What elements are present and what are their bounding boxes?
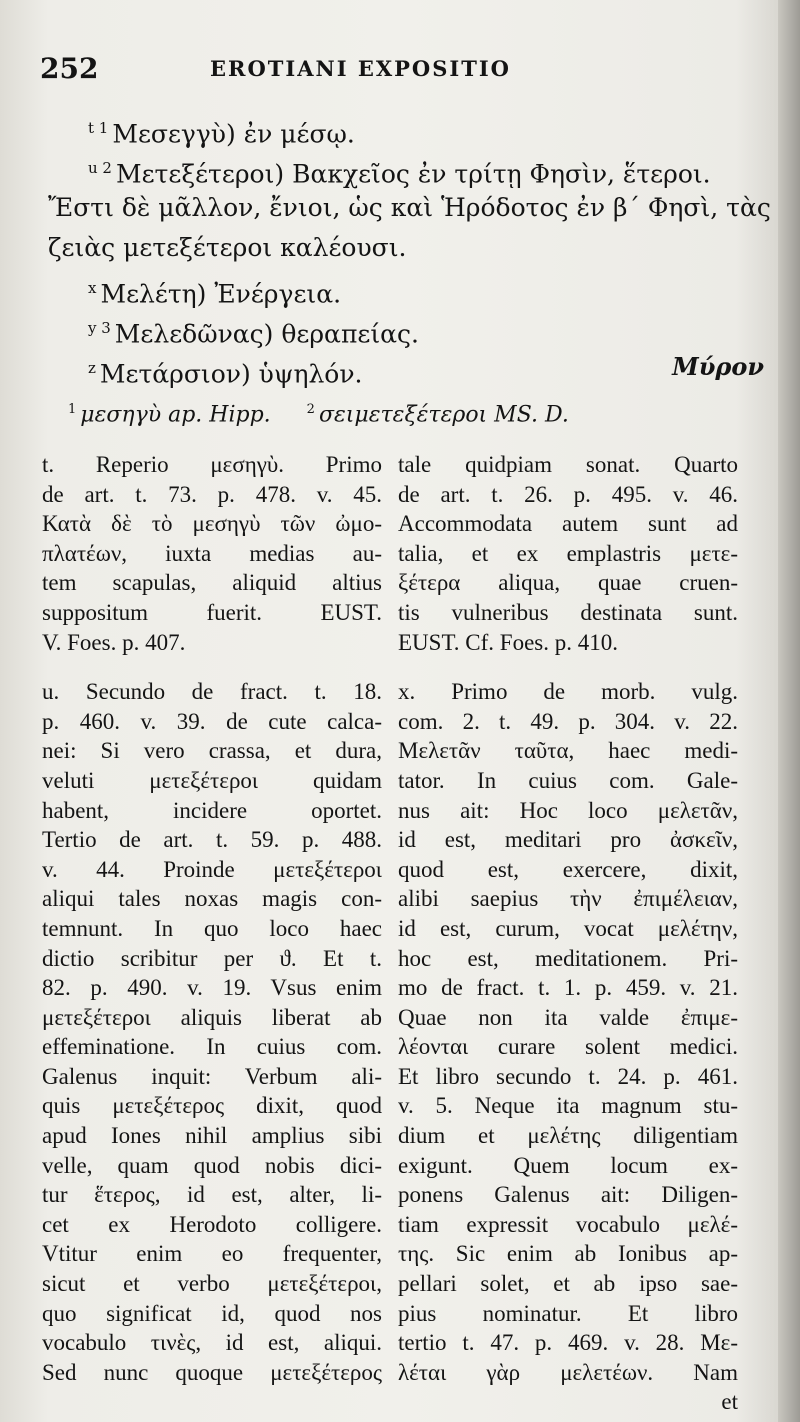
- text-line: tator. In cuius com. Gale-: [398, 767, 738, 793]
- text-line: sicut et verbo μετεξέτεροι,: [42, 1271, 382, 1297]
- text-line: dictio scribitur per ϑ. Et t.: [42, 945, 382, 971]
- note-marker: y 3: [88, 319, 111, 337]
- text-line: mo de fract. t. 1. p. 459. v. 21.: [398, 975, 738, 1001]
- text-line: tiam expressit vocabulo μελέ-: [398, 1211, 738, 1237]
- gloss-text: ζειὰς μετεξέτεροι καλέουσι.: [48, 233, 407, 262]
- text-line: λέονται curare solent medici.: [398, 1034, 738, 1060]
- gloss-entries: [48, 108, 771, 389]
- text-line: λέται γὰρ μελετέων. Nam: [398, 1359, 738, 1385]
- gloss-entry: [48, 268, 760, 308]
- note-marker: z: [88, 359, 96, 377]
- text-line: nus ait: Hoc loco μελετᾶν,: [398, 797, 738, 823]
- gloss-entry: [48, 308, 760, 348]
- text-line: μετεξέτεροι aliquis liberat ab: [42, 1004, 382, 1030]
- text-line: t. Reperio μεσηγὺ. Primo: [42, 452, 382, 477]
- text-line: ξέτερα aliqua, quae cruen-: [398, 570, 738, 596]
- text-line: com. 2. t. 49. p. 304. v. 22.: [398, 708, 738, 734]
- text-line: id est, curum, vocat μελέτην,: [398, 915, 738, 941]
- text-line: tale quidpiam sonat. Quarto: [398, 452, 738, 477]
- text-line: hoc est, meditationem. Pri-: [398, 945, 738, 971]
- catchword: Μύρον: [672, 352, 764, 381]
- text-line: quis μετεξέτερος dixit, quod: [42, 1093, 382, 1119]
- text-line: de art. t. 26. p. 495. v. 46.: [398, 481, 738, 507]
- text-line: Μελετᾶν ταῦτα, haec medi-: [398, 738, 738, 764]
- text-line: habent, incidere oportet.: [42, 797, 382, 823]
- text-line: p. 460. v. 39. de cute calca-: [42, 708, 382, 734]
- text-line: v. 5. Neque ita magnum stu-: [398, 1093, 738, 1119]
- text-line: x. Primo de morb. vulg.: [398, 679, 738, 705]
- note-marker: u 2: [88, 159, 112, 177]
- text-line: quo significat id, quod nos: [42, 1300, 382, 1326]
- text-line: u. Secundo de fract. t. 18.: [42, 679, 382, 705]
- text-line: V. Foes. p. 407.: [42, 629, 186, 655]
- text-line: apud Iones nihil amplius sibi: [42, 1123, 382, 1149]
- gloss-text: Ἔστι δὲ μᾶλλον, ἔνιοι, ὡς καὶ Ἡρόδοτος ἐν β´ Φησὶ, τὰς: [48, 193, 771, 222]
- text-line: exigunt. Quem locum ex-: [398, 1152, 738, 1178]
- variant-marker: 2: [306, 402, 315, 417]
- running-title: EROTIANI EXPOSITIO: [210, 56, 511, 81]
- right-column: [398, 450, 738, 1417]
- text-line: vocabulo τινὲς, id est, aliqui.: [42, 1330, 382, 1356]
- variant-text: σειμετεξέτεροι MS. D.: [318, 402, 569, 428]
- text-line: id est, meditari pro ἀσκεῖν,: [398, 827, 738, 853]
- text-line: Accommodata autem sunt ad: [398, 511, 738, 537]
- text-line: v. 44. Proinde μετεξέτεροι: [42, 856, 382, 882]
- text-line: της. Sic enim ab Ionibus ap-: [398, 1241, 738, 1267]
- text-line: Sed nunc quoque μετεξέτερος: [42, 1359, 382, 1385]
- text-line: dium et μελέτης diligentiam: [398, 1123, 738, 1149]
- text-line: aliqui tales noxas magis con-: [42, 886, 382, 912]
- commentary-columns: [42, 450, 762, 1415]
- text-line: effeminatione. In cuius com.: [42, 1034, 382, 1060]
- text-line: 82. p. 490. v. 19. Vsus enim: [42, 975, 382, 1001]
- gloss-text: Μετεξέτεροι) Βακχεῖος ἐν τρίτῃ Φησὶν, ἕτεροι.: [115, 159, 711, 189]
- catchword-line: et: [721, 1389, 738, 1415]
- text-line: Tertio de art. t. 59. p. 488.: [42, 827, 382, 853]
- page-header: [40, 52, 760, 92]
- variant-text: μεσηγὺ ap. Hipp.: [80, 402, 271, 428]
- text-line: talia, et ex emplastris μετε-: [398, 540, 738, 566]
- gloss-entry: [48, 348, 760, 388]
- note-marker: t 1: [88, 119, 109, 137]
- text-line: quod est, exercere, dixit,: [398, 856, 738, 882]
- text-line: Galenus inquit: Verbum ali-: [42, 1063, 382, 1089]
- gloss-entry: [48, 188, 771, 228]
- variant-marker: 1: [68, 402, 77, 417]
- text-line: Et libro secundo t. 24. p. 461.: [398, 1063, 738, 1089]
- text-line: pellari solet, et ab ipso sae-: [398, 1271, 738, 1297]
- variant-readings: [68, 392, 758, 428]
- text-line: nei: Si vero crassa, et dura,: [42, 738, 382, 764]
- text-line: cet ex Herodoto colligere.: [42, 1211, 382, 1237]
- text-line: πλατέων, iuxta medias au-: [42, 540, 382, 566]
- page-gutter-shadow: [778, 0, 800, 1422]
- text-line: Vtitur enim eo frequenter,: [42, 1241, 382, 1267]
- note-marker: x: [88, 279, 97, 297]
- text-line: Quae non ita valde ἐπιμε-: [398, 1004, 738, 1030]
- gloss-text: Μεσεγγὺ) ἐν μέσῳ.: [112, 119, 355, 149]
- gloss-text: Μελεδῶνας) θεραπείας.: [114, 319, 419, 349]
- page-number: 252: [40, 52, 99, 85]
- text-line: tem scapulas, aliquid altius: [42, 570, 382, 596]
- gloss-entry: [48, 228, 760, 268]
- text-line: pius nominatur. Et libro: [398, 1300, 738, 1326]
- text-line: veluti μετεξέτεροι quidam: [42, 767, 382, 793]
- gloss-entry: [48, 148, 760, 188]
- text-line: temnunt. In quo loco haec: [42, 915, 382, 941]
- text-line: suppositum fuerit. EUST.: [42, 599, 382, 625]
- text-line: ponens Galenus ait: Diligen-: [398, 1182, 738, 1208]
- text-line: de art. t. 73. p. 478. v. 45.: [42, 481, 382, 507]
- left-column: [42, 450, 382, 1387]
- gloss-entry: [48, 108, 760, 148]
- text-line: tur ἕτερος, id est, alter, li-: [42, 1182, 382, 1208]
- text-line: tis vulneribus destinata sunt.: [398, 599, 738, 625]
- text-line: EUST. Cf. Foes. p. 410.: [398, 629, 618, 655]
- gloss-text: Μελέτη) Ἐνέργεια.: [100, 279, 342, 309]
- text-line: Κατὰ δὲ τὸ μεσηγὺ τῶν ὠμο-: [42, 511, 382, 537]
- text-line: velle, quam quod nobis dici-: [42, 1152, 382, 1178]
- text-line: tertio t. 47. p. 469. v. 28. Με-: [398, 1330, 738, 1356]
- text-line: alibi saepius τὴν ἐπιμέλειαν,: [398, 886, 738, 912]
- gloss-text: Μετάρσιον) ὑψηλόν.: [99, 359, 363, 389]
